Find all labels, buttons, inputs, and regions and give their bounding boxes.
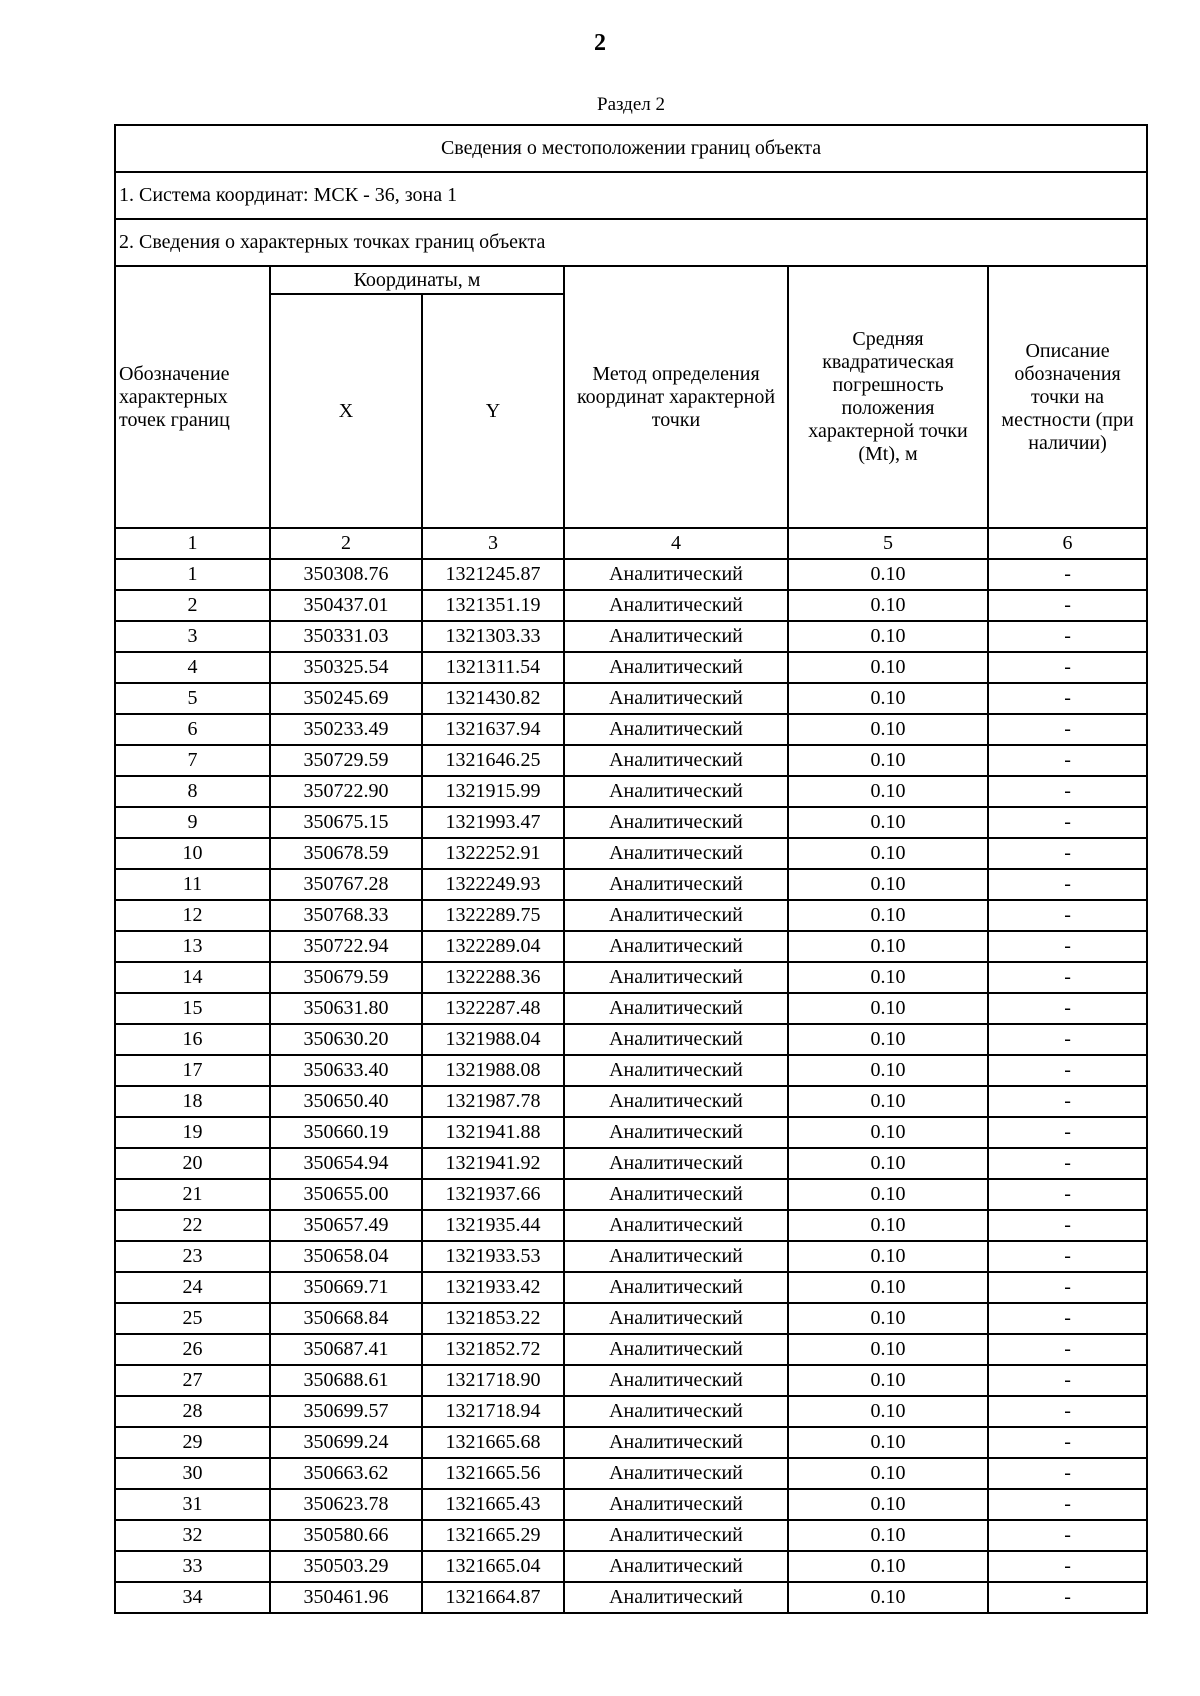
coord-x: 350630.20: [270, 1024, 422, 1055]
table-title: Сведения о местоположении границ объекта: [115, 125, 1147, 172]
mt-error: 0.10: [788, 1179, 988, 1210]
description: -: [988, 1179, 1147, 1210]
method: Аналитический: [564, 993, 788, 1024]
mt-error: 0.10: [788, 621, 988, 652]
column-numbers-row: [115, 528, 1147, 559]
mt-error: 0.10: [788, 993, 988, 1024]
section-title: Раздел 2: [597, 94, 665, 115]
point-number: 30: [115, 1458, 270, 1489]
header-coordinates: Координаты, м: [270, 266, 564, 294]
coord-y: 1321915.99: [422, 776, 564, 807]
description: -: [988, 1520, 1147, 1551]
method: Аналитический: [564, 1582, 788, 1613]
coord-y: 1321933.53: [422, 1241, 564, 1272]
method: Аналитический: [564, 1396, 788, 1427]
coord-y: 1322249.93: [422, 869, 564, 900]
mt-error: 0.10: [788, 1427, 988, 1458]
coord-x: 350767.28: [270, 869, 422, 900]
coord-y: 1321311.54: [422, 652, 564, 683]
description: -: [988, 745, 1147, 776]
point-number: 34: [115, 1582, 270, 1613]
description: -: [988, 590, 1147, 621]
table-row: [115, 1241, 1147, 1272]
coord-y: 1321933.42: [422, 1272, 564, 1303]
mt-error: 0.10: [788, 559, 988, 590]
point-number: 5: [115, 683, 270, 714]
coord-x: 350308.76: [270, 559, 422, 590]
table-row: [115, 1427, 1147, 1458]
points-header: 2. Сведения о характерных точках границ объекта: [115, 219, 1147, 266]
description: -: [988, 1117, 1147, 1148]
table-row: [115, 1148, 1147, 1179]
mt-error: 0.10: [788, 1241, 988, 1272]
method: Аналитический: [564, 1427, 788, 1458]
column-number: 5: [788, 528, 988, 559]
method: Аналитический: [564, 1272, 788, 1303]
coord-y: 1321937.66: [422, 1179, 564, 1210]
column-number: 1: [115, 528, 270, 559]
point-number: 25: [115, 1303, 270, 1334]
description: -: [988, 1489, 1147, 1520]
description: -: [988, 993, 1147, 1024]
coord-y: 1321718.90: [422, 1365, 564, 1396]
coord-y: 1321935.44: [422, 1210, 564, 1241]
coord-y: 1321646.25: [422, 745, 564, 776]
method: Аналитический: [564, 714, 788, 745]
description: -: [988, 900, 1147, 931]
method: Аналитический: [564, 590, 788, 621]
description: -: [988, 776, 1147, 807]
method: Аналитический: [564, 807, 788, 838]
mt-error: 0.10: [788, 807, 988, 838]
description: -: [988, 931, 1147, 962]
description: -: [988, 1334, 1147, 1365]
point-number: 3: [115, 621, 270, 652]
method: Аналитический: [564, 869, 788, 900]
mt-error: 0.10: [788, 1520, 988, 1551]
table-row: [115, 1117, 1147, 1148]
table-row: [115, 1179, 1147, 1210]
method: Аналитический: [564, 1117, 788, 1148]
method: Аналитический: [564, 559, 788, 590]
description: -: [988, 869, 1147, 900]
coord-x: 350461.96: [270, 1582, 422, 1613]
header-designation: Обозначение характерных точек границ: [115, 266, 270, 528]
point-number: 20: [115, 1148, 270, 1179]
coord-y: 1321718.94: [422, 1396, 564, 1427]
mt-error: 0.10: [788, 962, 988, 993]
column-number: 6: [988, 528, 1147, 559]
mt-error: 0.10: [788, 1365, 988, 1396]
coord-y: 1321430.82: [422, 683, 564, 714]
column-number: 3: [422, 528, 564, 559]
coord-y: 1322287.48: [422, 993, 564, 1024]
point-number: 22: [115, 1210, 270, 1241]
coord-x: 350699.57: [270, 1396, 422, 1427]
point-number: 6: [115, 714, 270, 745]
point-number: 26: [115, 1334, 270, 1365]
description: -: [988, 1086, 1147, 1117]
table-row: [115, 1365, 1147, 1396]
mt-error: 0.10: [788, 1024, 988, 1055]
point-number: 1: [115, 559, 270, 590]
method: Аналитический: [564, 838, 788, 869]
table-row: [115, 776, 1147, 807]
point-number: 29: [115, 1427, 270, 1458]
mt-error: 0.10: [788, 1396, 988, 1427]
table-row: [115, 807, 1147, 838]
coord-y: 1321665.56: [422, 1458, 564, 1489]
column-number: 4: [564, 528, 788, 559]
coord-x: 350233.49: [270, 714, 422, 745]
coord-y: 1321665.04: [422, 1551, 564, 1582]
point-number: 14: [115, 962, 270, 993]
table-row: [115, 962, 1147, 993]
mt-error: 0.10: [788, 1458, 988, 1489]
coord-x: 350623.78: [270, 1489, 422, 1520]
mt-error: 0.10: [788, 745, 988, 776]
coord-x: 350658.04: [270, 1241, 422, 1272]
table-row: [115, 1520, 1147, 1551]
mt-error: 0.10: [788, 1272, 988, 1303]
description: -: [988, 1210, 1147, 1241]
coord-x: 350669.71: [270, 1272, 422, 1303]
coord-y: 1321303.33: [422, 621, 564, 652]
coord-y: 1321987.78: [422, 1086, 564, 1117]
table-row: [115, 1396, 1147, 1427]
coord-x: 350657.49: [270, 1210, 422, 1241]
point-number: 16: [115, 1024, 270, 1055]
method: Аналитический: [564, 652, 788, 683]
point-number: 10: [115, 838, 270, 869]
point-number: 13: [115, 931, 270, 962]
point-number: 12: [115, 900, 270, 931]
method: Аналитический: [564, 1148, 788, 1179]
table-row: [115, 900, 1147, 931]
table-row: [115, 1210, 1147, 1241]
coord-y: 1322288.36: [422, 962, 564, 993]
description: -: [988, 1148, 1147, 1179]
mt-error: 0.10: [788, 1489, 988, 1520]
point-number: 32: [115, 1520, 270, 1551]
coord-x: 350679.59: [270, 962, 422, 993]
coord-y: 1321941.92: [422, 1148, 564, 1179]
table-row: [115, 559, 1147, 590]
method: Аналитический: [564, 776, 788, 807]
description: -: [988, 621, 1147, 652]
point-number: 19: [115, 1117, 270, 1148]
point-number: 31: [115, 1489, 270, 1520]
mt-error: 0.10: [788, 776, 988, 807]
table-row: [115, 931, 1147, 962]
description: -: [988, 1024, 1147, 1055]
coord-y: 1321988.04: [422, 1024, 564, 1055]
mt-error: 0.10: [788, 590, 988, 621]
coord-y: 1322289.75: [422, 900, 564, 931]
method: Аналитический: [564, 900, 788, 931]
table-row: [115, 1055, 1147, 1086]
description: -: [988, 1241, 1147, 1272]
page-number: 2: [594, 30, 606, 56]
header-row-1: [115, 266, 1147, 294]
mt-error: 0.10: [788, 1086, 988, 1117]
coord-x: 350580.66: [270, 1520, 422, 1551]
coord-y: 1321664.87: [422, 1582, 564, 1613]
table-row: [115, 1272, 1147, 1303]
table-row: [115, 1024, 1147, 1055]
mt-error: 0.10: [788, 714, 988, 745]
coord-x: 350675.15: [270, 807, 422, 838]
coord-x: 350331.03: [270, 621, 422, 652]
method: Аналитический: [564, 1520, 788, 1551]
mt-error: 0.10: [788, 683, 988, 714]
coord-x: 350437.01: [270, 590, 422, 621]
header-description: Описание обозначения точки на местности (при наличии): [988, 266, 1147, 528]
coord-x: 350631.80: [270, 993, 422, 1024]
description: -: [988, 1303, 1147, 1334]
coord-x: 350668.84: [270, 1303, 422, 1334]
coord-y: 1321245.87: [422, 559, 564, 590]
coord-y: 1322289.04: [422, 931, 564, 962]
coord-y: 1321665.29: [422, 1520, 564, 1551]
method: Аналитический: [564, 1365, 788, 1396]
method: Аналитический: [564, 1055, 788, 1086]
point-number: 27: [115, 1365, 270, 1396]
table-title-row: [115, 125, 1147, 172]
mt-error: 0.10: [788, 1148, 988, 1179]
table-row: [115, 1334, 1147, 1365]
table-row: [115, 683, 1147, 714]
point-number: 24: [115, 1272, 270, 1303]
point-number: 15: [115, 993, 270, 1024]
mt-error: 0.10: [788, 1055, 988, 1086]
header-method: Метод определения координат характерной точки: [564, 266, 788, 528]
header-error: Средняя квадратическая погрешность положения характерной точки (Mt), м: [788, 266, 988, 528]
description: -: [988, 1272, 1147, 1303]
coord-x: 350245.69: [270, 683, 422, 714]
description: -: [988, 1055, 1147, 1086]
method: Аналитический: [564, 1241, 788, 1272]
coord-x: 350503.29: [270, 1551, 422, 1582]
table-row: [115, 745, 1147, 776]
description: -: [988, 1551, 1147, 1582]
header-x: X: [270, 294, 422, 528]
method: Аналитический: [564, 1303, 788, 1334]
method: Аналитический: [564, 745, 788, 776]
point-number: 33: [115, 1551, 270, 1582]
coord-x: 350650.40: [270, 1086, 422, 1117]
description: -: [988, 1396, 1147, 1427]
points-header-row: [115, 219, 1147, 266]
coord-y: 1321853.22: [422, 1303, 564, 1334]
table-row: [115, 1551, 1147, 1582]
column-number: 2: [270, 528, 422, 559]
mt-error: 0.10: [788, 1334, 988, 1365]
table-row: [115, 1582, 1147, 1613]
description: -: [988, 1365, 1147, 1396]
point-number: 4: [115, 652, 270, 683]
table-row: [115, 869, 1147, 900]
description: -: [988, 1582, 1147, 1613]
table-row: [115, 621, 1147, 652]
table-row: [115, 652, 1147, 683]
method: Аналитический: [564, 1458, 788, 1489]
coord-x: 350687.41: [270, 1334, 422, 1365]
mt-error: 0.10: [788, 931, 988, 962]
coord-x: 350768.33: [270, 900, 422, 931]
description: -: [988, 714, 1147, 745]
coord-y: 1321993.47: [422, 807, 564, 838]
table-row: [115, 590, 1147, 621]
method: Аналитический: [564, 1489, 788, 1520]
description: -: [988, 962, 1147, 993]
table-row: [115, 1086, 1147, 1117]
coord-x: 350660.19: [270, 1117, 422, 1148]
point-number: 9: [115, 807, 270, 838]
table-row: [115, 1303, 1147, 1334]
coord-x: 350663.62: [270, 1458, 422, 1489]
coord-y: 1321351.19: [422, 590, 564, 621]
coord-x: 350722.90: [270, 776, 422, 807]
method: Аналитический: [564, 683, 788, 714]
method: Аналитический: [564, 1024, 788, 1055]
description: -: [988, 652, 1147, 683]
coord-x: 350633.40: [270, 1055, 422, 1086]
coord-x: 350678.59: [270, 838, 422, 869]
mt-error: 0.10: [788, 1210, 988, 1241]
point-number: 28: [115, 1396, 270, 1427]
table-row: [115, 993, 1147, 1024]
mt-error: 0.10: [788, 1551, 988, 1582]
point-number: 23: [115, 1241, 270, 1272]
coord-y: 1321665.43: [422, 1489, 564, 1520]
method: Аналитический: [564, 1210, 788, 1241]
coord-x: 350655.00: [270, 1179, 422, 1210]
mt-error: 0.10: [788, 1582, 988, 1613]
description: -: [988, 559, 1147, 590]
coord-system-row: [115, 172, 1147, 219]
point-number: 21: [115, 1179, 270, 1210]
table-row: [115, 1489, 1147, 1520]
point-number: 17: [115, 1055, 270, 1086]
point-number: 8: [115, 776, 270, 807]
method: Аналитический: [564, 962, 788, 993]
coord-y: 1321988.08: [422, 1055, 564, 1086]
table-row: [115, 838, 1147, 869]
mt-error: 0.10: [788, 652, 988, 683]
method: Аналитический: [564, 1179, 788, 1210]
coord-y: 1321852.72: [422, 1334, 564, 1365]
description: -: [988, 807, 1147, 838]
coord-x: 350688.61: [270, 1365, 422, 1396]
point-number: 18: [115, 1086, 270, 1117]
description: -: [988, 683, 1147, 714]
method: Аналитический: [564, 931, 788, 962]
point-number: 7: [115, 745, 270, 776]
coord-system: 1. Система координат: МСК - 36, зона 1: [115, 172, 1147, 219]
method: Аналитический: [564, 1551, 788, 1582]
description: -: [988, 1458, 1147, 1489]
coord-x: 350654.94: [270, 1148, 422, 1179]
coord-y: 1321941.88: [422, 1117, 564, 1148]
description: -: [988, 838, 1147, 869]
header-y: Y: [422, 294, 564, 528]
description: -: [988, 1427, 1147, 1458]
mt-error: 0.10: [788, 838, 988, 869]
method: Аналитический: [564, 621, 788, 652]
mt-error: 0.10: [788, 869, 988, 900]
coord-y: 1322252.91: [422, 838, 564, 869]
point-number: 2: [115, 590, 270, 621]
mt-error: 0.10: [788, 1117, 988, 1148]
coord-y: 1321637.94: [422, 714, 564, 745]
mt-error: 0.10: [788, 900, 988, 931]
boundary-points-table: [114, 124, 1148, 1614]
method: Аналитический: [564, 1334, 788, 1365]
coord-x: 350729.59: [270, 745, 422, 776]
coord-x: 350722.94: [270, 931, 422, 962]
table-row: [115, 1458, 1147, 1489]
coord-y: 1321665.68: [422, 1427, 564, 1458]
table-row: [115, 714, 1147, 745]
mt-error: 0.10: [788, 1303, 988, 1334]
point-number: 11: [115, 869, 270, 900]
coord-x: 350699.24: [270, 1427, 422, 1458]
method: Аналитический: [564, 1086, 788, 1117]
coord-x: 350325.54: [270, 652, 422, 683]
